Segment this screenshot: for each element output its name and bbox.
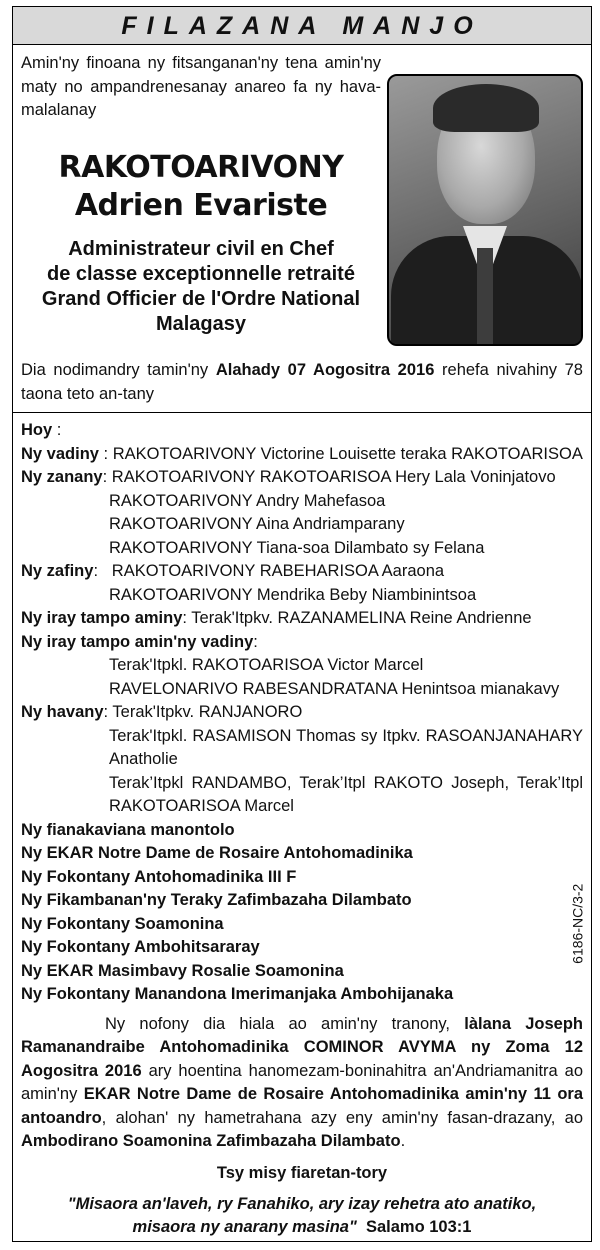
quote-reference: Salamo 103:1	[356, 1218, 472, 1236]
organization-item: Ny Fokontany Manandona Imerimanjaka Ambohijanaka	[21, 985, 454, 1003]
spouse-sibling-line: Terak'Itpkl. RAKOTOARISOA Victor Marcel	[109, 656, 424, 674]
death-date: Alahady 07 Aogositra 2016	[215, 361, 435, 379]
organization-item: Ny fianakaviana manontolo	[21, 820, 235, 839]
siblings-line: Ny iray tampo aminy: Terak'Itpkv. RAZANAMELINA Reine Andrienne	[21, 609, 532, 627]
spouse-sibling-line: RAVELONARIVO RABESANDRATANA Henintsoa mianakavy	[109, 679, 560, 698]
deceased-given-names: Adrien Evariste	[74, 187, 328, 223]
relative-line: Terak'Itpkl. RASAMISON Thomas sy Itpkv. RASOANJANAHARY Anatholie	[109, 726, 583, 768]
quote-line: misaora ny anarany masina" Salamo 103:1	[132, 1218, 472, 1236]
death-suffix: rehefa nivahiny 78 taona teto an-tany	[21, 361, 583, 403]
children-line: Ny zanany: RAKOTOARIVONY RAKOTOARISOA Hery Lala Voninjatovo	[21, 468, 556, 486]
child-line: RAKOTOARIVONY Andry Mahefasoa	[109, 491, 386, 510]
relative-line: Terak’Itpkl RANDAMBO, Terak’Itpl RAKOTO Joseph, Terak’Itpl RAKOTOARISOA Marcel	[109, 773, 583, 815]
deceased-titles	[21, 237, 381, 337]
organization-item: Ny EKAR Masimbavy Rosalie Soamonina	[21, 961, 344, 980]
child-line: RAKOTOARIVONY Tiana-soa Dilambato sy Felana	[109, 538, 485, 557]
deceased-surname: RAKOTOARIVONY	[58, 149, 344, 185]
child-line: RAKOTOARIVONY Aina Andriamparany	[109, 515, 405, 533]
organization-list	[21, 819, 583, 1007]
organization-item: Ny Fokontany Soamonina	[21, 914, 224, 933]
notice-frame	[12, 6, 592, 1242]
title-line: de classe exceptionnelle retraité	[47, 262, 355, 285]
bible-quote	[21, 1193, 583, 1239]
grandchild-line: RAKOTOARIVONY Mendrika Beby Niambinintsoa	[109, 585, 477, 604]
spouse-line: Ny vadiny : RAKOTOARIVONY Victorine Louisette teraka RAKOTOARISOA	[21, 444, 583, 463]
hoy-line: Hoy :	[21, 421, 62, 439]
grandchildren-line: Ny zafiny: RAKOTOARIVONY RABEHARISOA Aaraona	[21, 562, 445, 580]
intro-text: Amin'ny finoana ny fitsanganan'ny tena amin'ny maty no ampandrenesanay anareo fa ny hava-malalanay	[21, 54, 381, 119]
ad-reference: 6186-NC/3-2	[569, 883, 586, 964]
closing-line: Tsy misy fiaretan-tory	[216, 1163, 388, 1182]
title-line: Administrateur civil en Chef	[68, 237, 334, 260]
portrait-photo	[387, 74, 583, 346]
relatives-line: Ny havany: Terak'Itpkv. RANJANORO	[21, 703, 303, 721]
organization-item: Ny Fokontany Antohomadinika III F	[21, 867, 297, 886]
organization-item: Ny Fokontany Ambohitsararay	[21, 938, 260, 956]
death-prefix: Dia nodimandry tamin'ny	[21, 361, 216, 379]
death-announcement	[21, 359, 583, 406]
funeral-details: Ny nofony dia hiala ao amin'ny tranony, làlana Joseph Ramanandraibe Antohomadinika COMINOR AVYMA ny Zoma 12 Aogositra 2016 ary hoentina hanomezam-boninahitra an'Andriamanitra ao amin'ny EKAR Notre Dame de Rosaire Antohomadinika amin'ny 11 ora antoandro, alohan' ny hametrahana azy eny amin'ny fasan-drazany, ao Ambodirano Soamonina Zafimbazaha Dilambato.	[21, 1014, 583, 1150]
organization-item: Ny EKAR Notre Dame de Rosaire Antohomadinika	[21, 844, 413, 862]
quote-line: "Misaora an'laveh, ry Fanahiko, ary izay rehetra ato anatiko,	[67, 1195, 537, 1213]
divider	[13, 412, 591, 413]
family-list	[21, 419, 583, 819]
notice-header: FILAZANA MANJO	[13, 7, 591, 45]
organization-item: Ny Fikambanan'ny Teraky Zafimbazaha Dilambato	[21, 891, 412, 909]
title-line: Grand Officier de l'Ordre National	[41, 287, 361, 310]
title-line: Malagasy	[155, 312, 247, 335]
spouse-siblings-line: Ny iray tampo amin'ny vadiny:	[21, 632, 258, 651]
